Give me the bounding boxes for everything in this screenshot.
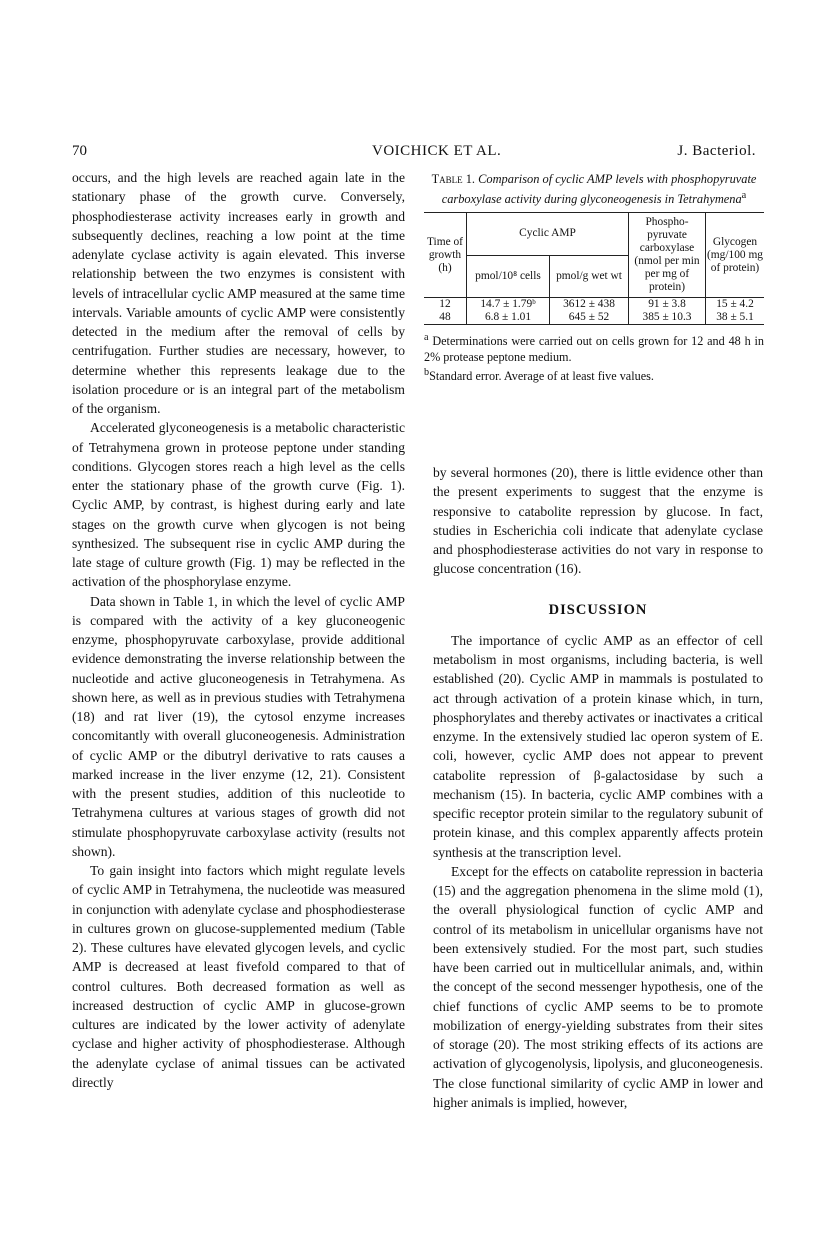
cell-pmol-cells: 14.7 ± 1.79ᵇ <box>467 298 550 312</box>
footnote-mark: a <box>424 332 429 344</box>
data-table <box>424 212 764 325</box>
cell-time: 48 <box>439 311 451 324</box>
right-column <box>433 463 763 1112</box>
table-row <box>424 311 764 325</box>
table-caption <box>424 172 764 207</box>
table-label: Table 1. <box>431 172 476 186</box>
body-paragraph: Except for the effects on catabolite repression in bacteria (15) and the aggregation phenomena in the slime mold (1), the overall physiological function of cyclic AMP and control of its metabolism in unicellular organisms have not been extensively studied. For the most part, such studies have been carried out in multicellular animals, and, within the concept of the second messenger hypothesis, one of the chief functions of cyclic AMP seems to be to promote mobilization of energy-yielding substrates from their sites of storage (20). The most striking effects of its actions are activation of glycogenolysis, lipolysis, and gluconeogenesis. The close functional similarity of cyclic AMP in lower and higher animals is implied, however, <box>433 863 763 1110</box>
cell-glycogen: 38 ± 5.1 <box>706 311 765 325</box>
journal-name: J. Bacteriol. <box>677 143 756 159</box>
header-pmol-cells: pmol/10⁸ cells <box>467 255 550 298</box>
header-time: Time of growth (h) <box>427 235 463 274</box>
table-row <box>424 298 764 312</box>
cell-pmol-g: 645 ± 52 <box>550 311 629 325</box>
page-header <box>72 143 756 163</box>
table-footnote-b <box>424 365 764 385</box>
body-paragraph: Accelerated glyconeogenesis is a metabolic characteristic of Tetrahymena grown in proteose peptone under standing conditions. Glycogen stores reach a high level as the cells enter the stationary phase of the growth curve (Fig. 1). Cyclic AMP, by contrast, is highest during early and late stages on the growth curve when glycogen is not being synthesized. The subsequent rise in cyclic AMP during the late stage of culture growth (Fig. 1) may be reflected in the activation of the phosphorylase enzyme. <box>72 420 405 590</box>
table-title: Comparison of cyclic AMP levels with phosphopyruvate carboxylase activity during glyconeogenesis in Tetrahymena <box>441 172 757 206</box>
cell-pmol-g: 3612 ± 438 <box>550 298 629 312</box>
section-heading: DISCUSSION <box>548 601 648 618</box>
footnote-text: Determinations were carried out on cells grown for 12 and 48 h in 2% protease peptone medium. <box>424 334 764 364</box>
cell-pmol-cells: 6.8 ± 1.01 <box>467 311 550 325</box>
cell-carboxylase: 385 ± 10.3 <box>629 311 706 325</box>
left-column <box>72 168 405 1092</box>
footnote-text: Standard error. Average of at least five values. <box>429 369 654 384</box>
body-paragraph: To gain insight into factors which might regulate levels of cyclic AMP in Tetrahymena, the nucleotide was measured in conjunction with adenylate cyclase and phosphodiesterase in cultures grown on glucose-supplemented medium (Table 2). These cultures have elevated glycogen levels, and cyclic AMP is decreased at least fivefold compared to that of control cultures. Both decreased formation as well as increased destruction of cyclic AMP in glucose-grown cultures are indicated by the lower activity of adenylate cyclase and higher activity of phosphodiesterase. Although the adenylate cyclase of animal tissues can be activated directly <box>72 863 405 1090</box>
header-cyclic-amp: Cyclic AMP <box>467 213 629 256</box>
body-paragraph: The importance of cyclic AMP as an effector of cell metabolism in most organisms, including bacteria, is well established (20). Cyclic AMP in mammals is postulated to act through activation of a protein kinase which, in turn, phosphorylates and thereby activates or inactivates a critical enzyme. In the extensively studied lac operon system of E. coli, however, cyclic AMP does not appear to prevent catabolite repression of β-galactosidase by such a mechanism (15). In bacteria, cyclic AMP combines with a specific receptor protein similar to the regulatory subunit of protein kinase, and this complex apparently affects protein synthesis at the transcription level. <box>433 632 763 860</box>
body-paragraph: Data shown in Table 1, in which the level of cyclic AMP is compared with the activity of a key gluconeogenic enzyme, phosphopyruvate carboxylase, provide additional evidence demonstrating the inverse relationship between the nucleotide and active gluconeogenesis in Tetrahymena. As shown here, as well as in previous studies with Tetrahymena (18) and rat liver (19), the cytosol enzyme increases concomitantly with overall gluconeogenesis. Administration of cyclic AMP or the dibutryl derivative to rats causes a marked increase in the liver enzyme (12, 21). Consistent with the present studies, addition of this nucleotide to Tetrahymena cultures at various stages of growth did not stimulate phosphopyruvate carboxylase activity (results not shown). <box>72 593 405 859</box>
cell-carboxylase: 91 ± 3.8 <box>629 298 706 312</box>
header-glycogen: Glycogen (mg/100 mg of protein) <box>706 213 765 298</box>
cell-glycogen: 15 ± 4.2 <box>706 298 765 312</box>
page-number: 70 <box>72 143 87 159</box>
table-footnote-a <box>424 330 764 365</box>
cell-time: 12 <box>439 298 451 311</box>
body-paragraph: occurs, and the high levels are reached again late in the stationary phase of the growth curve. Conversely, phosphodiesterase activity increases early in growth and subsequently declines, reaching a low point at the time adenylate cyclase activity is again elevated. This inverse relationship between the two enzymes is consistent with levels of intracellular cyclic AMP measured at the same time intervals. Variable amounts of cyclic AMP were consistently detected in the medium after the removal of cells by centrifugation. Further studies are necessary, however, to determine whether this represents leakage due to the isolation procedure or is an integral part of the metabolism of the organism. <box>72 170 405 416</box>
header-pmol-g: pmol/g wet wt <box>550 255 629 298</box>
table-title-mark: a <box>741 189 747 201</box>
header-carboxylase: Phospho-pyruvate carboxylase (nmol per min per mg of protein) <box>629 213 706 298</box>
body-paragraph: by several hormones (20), there is little evidence other than the present experiments to suggest that the enzyme is responsive to catabolite repression by glucose. In fact, studies in Escherichia coli indicate that adenylate cyclase and phosphodiesterase activities do not vary in response to glucose concentration (16). <box>433 465 763 577</box>
footnote-mark: b <box>424 367 430 379</box>
table-1 <box>424 172 764 385</box>
running-head-authors: VOICHICK ET AL. <box>372 143 502 159</box>
